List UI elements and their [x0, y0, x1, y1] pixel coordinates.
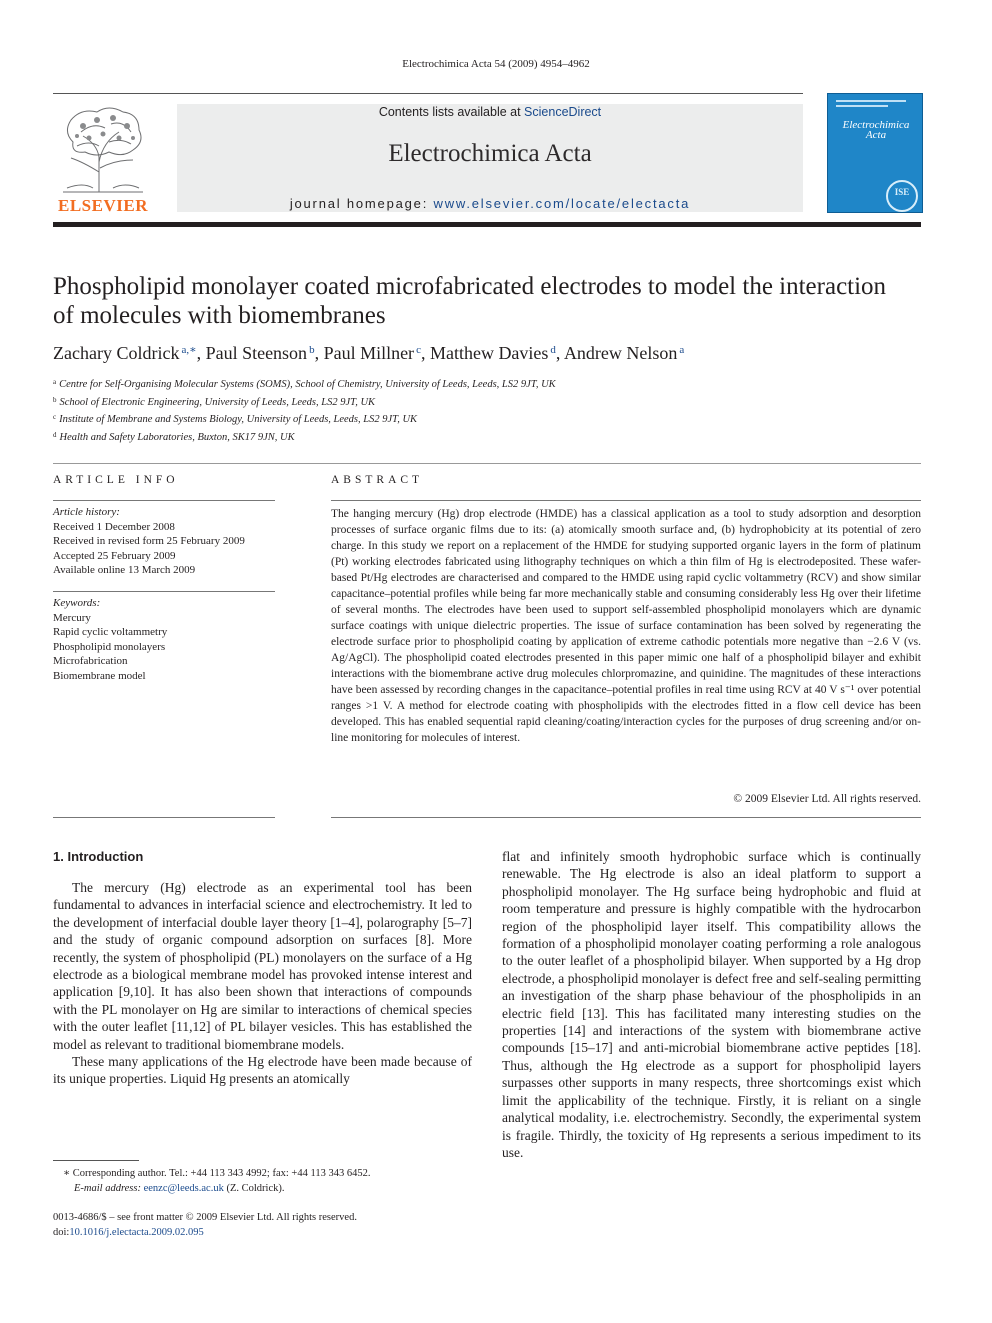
header-thick-rule: [53, 222, 921, 227]
elsevier-logo[interactable]: [53, 102, 153, 216]
affiliation: $^a$ Centre for Self-Organising Molecular Systems (SOMS), School of Chemistry, University of Leeds, Leeds, LS2 9JT, UK: [53, 378, 556, 390]
doi-line: doi:10.1016/j.electacta.2009.02.095: [53, 1226, 204, 1238]
paragraph: flat and infinitely smooth hydrophobic surface which is continually renewable. The Hg electrode is also an ideal platform to support a phospholipid monolayer. The Hg surface being hydrophobic and fluid at room temperature and pressure is highly compatible with the hydrocarbon region of the phospholipid layer itself. This compatibility allows the formation of a phospholipid monolayer coating performing a role analogous to the outer leaflet of a phospholipid bilayer. When supported by a Hg drop electrode, a phospholipid monolayer is defect free and self-sealing permitting an investigation of the sharp phase behaviour of the phospholipids in an electric field [13]. This has facilitated many interesting studies on the properties [14] and interactions of the system with biomembrane active compounds [15–17] and anti-microbial biomembrane active peptides [18]. Thus, although the Hg electrode as a support for phospholipid layers surpasses other supports in many respects, three shortcomings exist which limit the applicability of the technique. Firstly, it is reliant on a single analytical modality, i.e. electrochemistry. Secondly, the experimental system is fragile. Thirdly, the toxicity of Hg represents a serious impediment to its use.: [502, 849, 921, 1160]
cover-stripe: [836, 105, 888, 107]
abstract-heading: ABSTRACT: [331, 474, 424, 486]
contents-prefix: Contents lists available at: [378, 105, 525, 119]
body-column-right: [502, 848, 921, 1161]
contents-line: [177, 104, 803, 119]
journal-cover-thumbnail[interactable]: [827, 93, 923, 213]
affiliation: $^b$ School of Electronic Engineering, University of Leeds, Leeds, LS2 9JT, UK: [53, 395, 376, 408]
keywords: [53, 596, 275, 683]
header-rule: [53, 93, 803, 94]
section-heading-introduction: 1. Introduction: [53, 849, 144, 864]
cover-title: Electrochimica Acta: [842, 119, 910, 141]
author: Matthew Davies $^d$: [429, 343, 556, 363]
keyword: Microfabrication: [53, 655, 128, 667]
journal-homepage: [177, 196, 803, 211]
body-column-left: [53, 879, 472, 1088]
article-info-rule: [53, 500, 275, 501]
abstract-rule: [331, 500, 921, 501]
affiliation-list: [53, 375, 913, 445]
email-link[interactable]: eenzc@leeds.ac.uk: [143, 1182, 224, 1194]
keyword: Rapid cyclic voltammetry: [53, 626, 168, 638]
keyword: Mercury: [53, 611, 91, 624]
history-item: Accepted 25 February 2009: [53, 549, 176, 562]
author: Zachary Coldrick $^{a,∗}$: [53, 343, 197, 363]
affiliation: $^c$ Institute of Membrane and Systems Biology, University of Leeds, Leeds, LS2 9JT, UK: [53, 413, 418, 425]
elsevier-wordmark: ELSEVIER: [58, 196, 148, 215]
history-item: Received 1 December 2008: [53, 520, 175, 533]
keyword: Biomembrane model: [53, 669, 146, 682]
keyword: Phospholipid monolayers: [53, 640, 166, 653]
email-note: E-mail address: eenzc@leeds.ac.uk (Z. Coldrick).: [74, 1182, 285, 1194]
article-info-heading: ARTICLE INFO: [53, 474, 179, 486]
elsevier-tree-icon: [53, 102, 153, 194]
author: Paul Millner $^c$: [323, 343, 421, 363]
article-title: Phospholipid monolayer coated microfabricated electrodes to model the interaction of molecules with biomembranes: [53, 273, 887, 329]
homepage-prefix: journal homepage:: [289, 196, 434, 211]
article-info-bottom-rule: [53, 817, 275, 818]
paragraph: The mercury (Hg) electrode as an experimental tool has been fundamental to advances in interfacial science and electrochemistry. It led to the development of interfacial double layer theory [1–4], polarography [5–7] and the study of organic compound adsorption on surfaces [8]. More recently, the system of phospholipid (PL) monolayers on the surface of a Hg electrode as a biological membrane model has provoked intense interest and application [9,10]. It has also been shown that interactions of compounds with the PL monolayer on Hg are similar to interactions of chemical species with the outer leaflet [11,12] of PL bilayer vesicles. This has established the model as relevant to traditional biomembrane models.: [53, 880, 472, 1052]
footnote-rule: [53, 1160, 139, 1161]
section-divider: [53, 463, 921, 464]
history-label: Article history:: [53, 506, 120, 518]
paragraph: These many applications of the Hg electrode have been made because of its unique properties. Liquid Hg presents an atomically: [53, 1054, 472, 1087]
doi-link[interactable]: 10.1016/j.electacta.2009.02.095: [69, 1226, 204, 1238]
history-item: Available online 13 March 2009: [53, 564, 196, 576]
article-history: [53, 505, 275, 578]
issn-line: 0013-4686/$ – see front matter © 2009 Elsevier Ltd. All rights reserved.: [53, 1212, 357, 1223]
abstract-text: The hanging mercury (Hg) drop electrode (HMDE) has a classical application as a tool to study adsorption and desorption processes of surface organic films due to its: (a) atomically smooth surface and, (b) hydrophobicity at its potential of zero charge. In this study we report on a replacement of the HMDE for studying supported organic layers in the form of platinum (Pt) working electrodes fabricated using lithography techniques on which a thin film of Hg is electrodeposited. These wafer-based Pt/Hg electrodes are characterised and compared to the HMDE using rapid cyclic voltammetry (RCV) and show similar capacitance–potential profiles while being far more mechanically stable and consuming considerably less Hg over their lifetime of several months. The electrodes have been used to support self-assembled phospholipid monolayers which are dynamic surface coatings with unique dielectric properties. The issue of surface contamination has been solved by regenerating the electrode surface prior to phospholipid coating by application of extreme cathodic potentials more negative than −2.6 V (vs. Ag/AgCl). The phospholipid coated electrodes presented in this paper mimic one half of a phospholipid bilayer and exhibit interactions with the biomembrane active drug molecules chlorpromazine, and quinidine. The magnitudes of these interactions have been assessed by recording changes in the capacitance–potential profiles in real time using RCV at 40 V s⁻¹ over potential ranges >1 V. A method for electrode coating with phospholipids with the electrodes fitted in a flow cell device has been developed. This has enabled sequential rapid cleaning/coating/interaction cycles for the purposes of drug screening and/or on-line monitoring for molecules of interest.: [331, 508, 921, 744]
cover-badge: ISE: [894, 187, 910, 197]
affiliation: $^d$ Health and Safety Laboratories, Buxton, SK17 9JN, UK: [53, 430, 295, 443]
author: Andrew Nelson $^a$: [563, 343, 685, 363]
sciencedirect-link[interactable]: ScienceDirect: [524, 105, 602, 119]
homepage-link[interactable]: www.elsevier.com/locate/electacta: [433, 196, 691, 211]
corresponding-author-note: ∗ Corresponding author. Tel.: +44 113 343 4992; fax: +44 113 343 6452.: [63, 1168, 371, 1179]
keywords-rule: [53, 591, 275, 592]
cover-stripe: [836, 100, 906, 102]
footnote-corresponding: [63, 1167, 483, 1196]
journal-banner: [177, 104, 803, 212]
publication-info: [53, 1211, 483, 1240]
author: Paul Steenson $^b$: [205, 343, 315, 363]
abstract-bottom-rule: [331, 817, 921, 818]
author-list: Zachary Coldrick $^{a,∗}$, Paul Steenson $^b$, Paul Millner $^c$, Matthew Davies $^d$, Andrew Nelson $^a$: [53, 343, 685, 363]
history-item: Received in revised form 25 February 2009: [53, 535, 245, 547]
journal-title: Electrochimica Acta: [388, 140, 592, 167]
journal-citation: Electrochimica Acta 54 (2009) 4954–4962: [402, 58, 590, 70]
keywords-label: Keywords:: [53, 597, 101, 609]
copyright: © 2009 Elsevier Ltd. All rights reserved.: [733, 793, 921, 805]
